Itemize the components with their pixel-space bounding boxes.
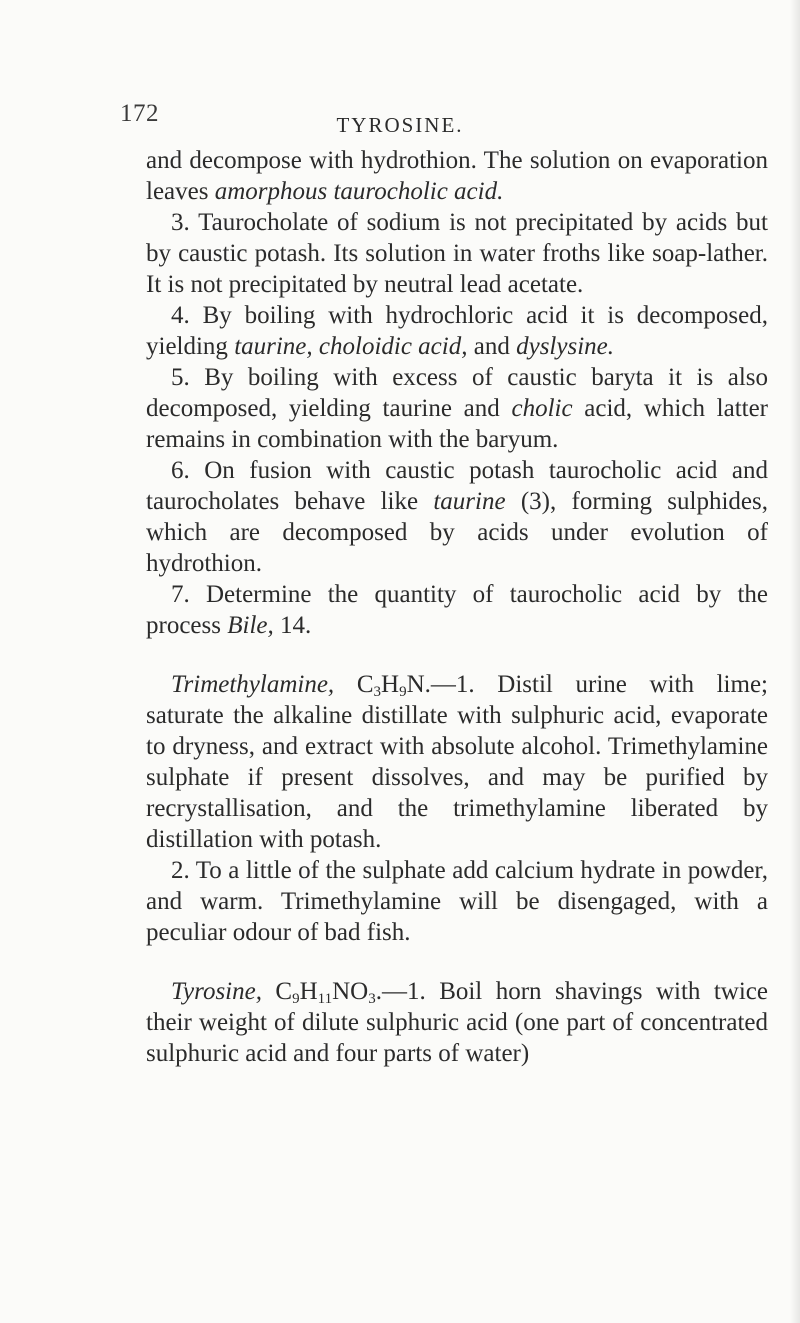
italic-term: cholic <box>511 395 573 422</box>
section-heading: Tyrosine, <box>171 978 262 1005</box>
italic-term: dyslysine. <box>516 333 614 360</box>
paragraph: 6. On fusion with caustic potash taurocholic acid and taurocholates behave like taurine (3), forming sulphides, which are decomposed by acids under evolution of hydrothion. <box>146 457 768 577</box>
paragraph: 2. To a little of the sulphate add calcium hydrate in powder, and warm. Trimethylamine will be disengaged, with a peculiar odour of bad fish. <box>146 857 768 946</box>
paragraph: and decompose with hydrothion. The solution on evaporation leaves amorphous taurocholic acid. <box>146 147 768 205</box>
paragraph: 4. By boiling with hydrochloric acid it is decomposed, yielding taurine, choloidic acid, and dyslysine. <box>146 302 768 360</box>
italic-term: amorphous taurocholic acid. <box>214 178 504 205</box>
paragraph: 7. Determine the quantity of taurocholic acid by the process Bile, 14. <box>146 581 768 639</box>
running-head: TYROSINE. <box>336 113 464 137</box>
chemical-formula: $C_3H_9N$. <box>334 671 431 700</box>
body-text <box>146 145 768 1069</box>
italic-term: Bile, <box>227 612 274 639</box>
italic-term: taurine <box>433 488 506 515</box>
paragraph: 3. Taurocholate of sodium is not precipitated by acids but by caustic potash. Its solution in water froths like soap-lather. It is not precipitated by neutral lead acetate. <box>146 209 768 298</box>
italic-term: taurine, choloidic acid, <box>234 333 468 360</box>
section-paragraph-tyrosine: Tyrosine, $C_9H_{11}NO_3.—1$. Boil horn shavings with twice their weight of dilute sulphuric acid (one part of concentrated sulphuric acid and four parts of water) <box>146 978 768 1067</box>
paragraph: 5. By boiling with excess of caustic baryta it is also decomposed, yielding taurine and cholic acid, which latter remains in combination with the baryum. <box>146 364 769 453</box>
page-number: 172 <box>120 100 159 127</box>
section-paragraph-trimethylamine: Trimethylamine, $C_3H_9N.—1$. Distil urine with lime; saturate the alkaline distillate with sulphuric acid, evaporate to dryness, and extract with absolute alcohol. Trimethylamine sulphate if present dissolves, and may be purified by recrystallisation, and the trimethylamine liberated by distillation with potash. <box>146 671 768 853</box>
section-heading: Trimethylamine, <box>171 671 335 698</box>
page-edge-shadow <box>790 0 800 1323</box>
chemical-formula: $C_9H_{11}NO_3$. <box>261 978 382 1007</box>
